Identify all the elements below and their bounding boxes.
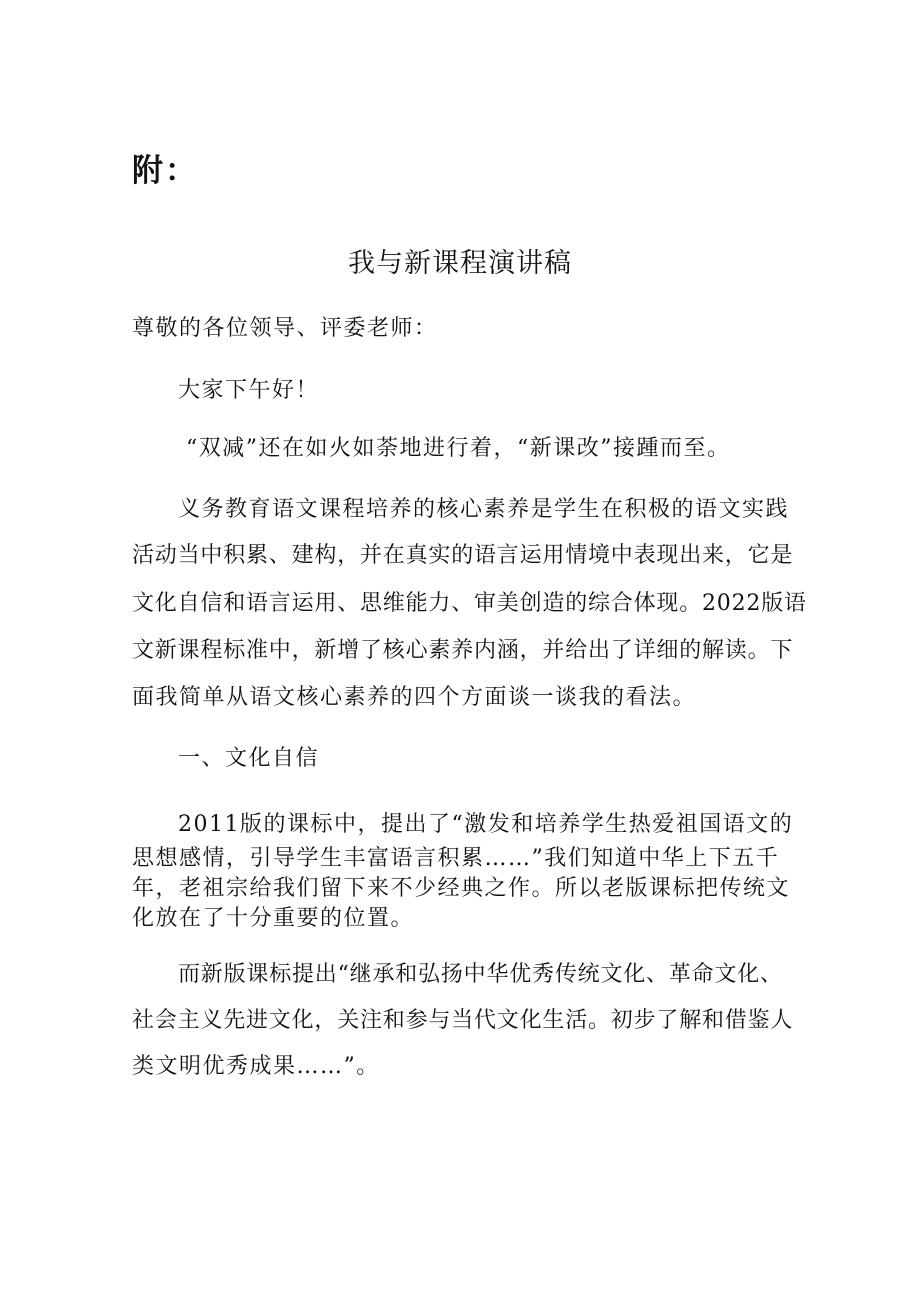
greeting: 大家下午好！: [178, 378, 320, 403]
speech-title: 我与新课程演讲稿: [348, 248, 572, 279]
paragraph1-line: 活动当中积累、建构，并在真实的语言运用情境中表现出来，它是: [132, 543, 794, 568]
section-heading-cultural-confidence: 一、文化自信: [178, 746, 320, 771]
paragraph2-line: 化放在了十分重要的位置。: [132, 906, 415, 931]
paragraph2-line: 2011版的课标中，提出了“激发和培养学生热爱祖国语文的: [178, 812, 794, 837]
salutation: 尊敬的各位领导、评委老师：: [132, 316, 438, 341]
annex-label: 附：: [132, 153, 198, 189]
paragraph1-line: 面我简单从语文核心素养的四个方面谈一谈我的看法。: [132, 685, 697, 710]
paragraph2-line: 年，老祖宗给我们留下来不少经典之作。所以老版课标把传统文: [132, 876, 791, 901]
paragraph1-line: 文新课程标准中，新增了核心素养内涵，并给出了详细的解读。下: [132, 638, 794, 663]
intro-line: “双减”还在如火如荼地进行着，“新课改”接踵而至。: [186, 436, 731, 461]
paragraph2-line: 思想感情，引导学生丰富语言积累……”我们知道中华上下五千: [132, 846, 780, 871]
paragraph3-line: 类文明优秀成果……”。: [132, 1054, 380, 1079]
paragraph3-line: 而新版课标提出“继承和弘扬中华优秀传统文化、革命文化、: [178, 962, 783, 987]
paragraph1-line: 文化自信和语言运用、思维能力、审美创造的综合体现。2022版语: [132, 591, 807, 616]
paragraph1-line: 义务教育语文课程培养的核心素养是学生在积极的语文实践: [178, 497, 790, 522]
paragraph3-line: 社会主义先进文化，关注和参与当代文化生活。初步了解和借鉴人: [132, 1008, 794, 1033]
